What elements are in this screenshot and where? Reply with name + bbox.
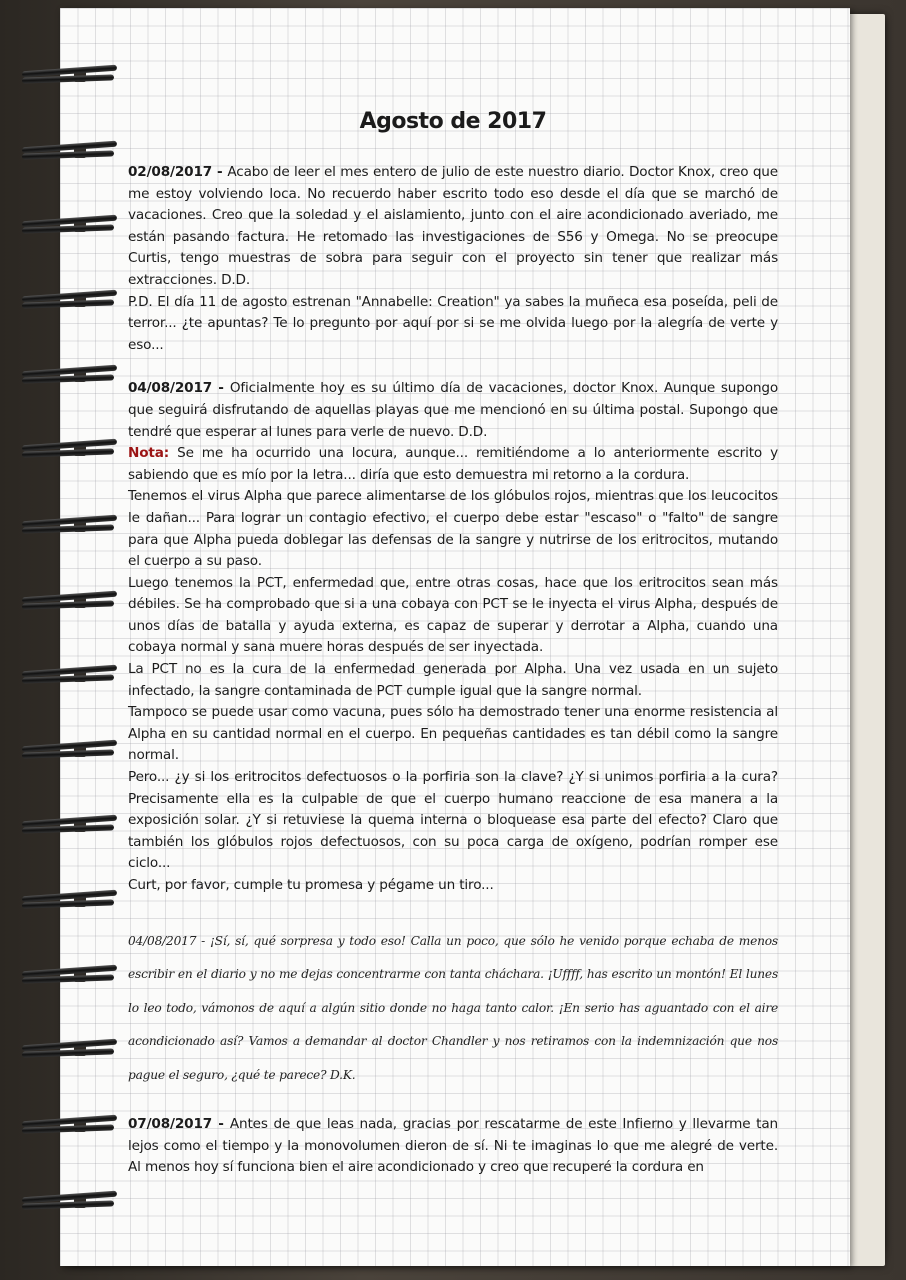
diary-entry [128, 1114, 778, 1179]
entry-text: ¡Sí, sí, qué sorpresa y todo eso! Calla un poco, que sólo he venido porque echaba de menos escribir en el diario y no me dejas concentrarme con tanta cháchara. ¡Uffff, has escrito un montón! El lunes lo leo todo, vámonos de aquí a algún sitio donde no haga tanto calor. ¡En serio has aguantado con el aire acondicionado así? Vamos a demandar al doctor Chandler y nos retiramos con la indemnización que nos pague el seguro, ¿qué te parece? D.K. [128, 933, 778, 1082]
diary-content [128, 108, 778, 1201]
spiral-ring [22, 588, 112, 614]
spiral-ring [22, 1188, 112, 1214]
entry-paragraph: 04/08/2017 - ¡Sí, sí, qué sorpresa y todo eso! Calla un poco, que sólo he venido porque echaba de menos escribir en el diario y no me dejas concentrarme con tanta cháchara. ¡Uffff, has escrito un montón! El lunes lo leo todo, vámonos de aquí a algún sitio donde no haga tanto calor. ¡En serio has aguantado con el aire acondicionado así? Vamos a demandar al doctor Chandler y nos retiramos con la indemnización que nos pague el seguro, ¿qué te parece? D.K. [128, 933, 778, 1082]
spiral-ring [22, 62, 112, 88]
spiral-ring [22, 512, 112, 538]
entry-paragraph: P.D. El día 11 de agosto estrenan "Annabelle: Creation" ya sabes la muñeca esa poseída, peli de terror... ¿te apuntas? Te lo pregunto por aquí por si se me olvida luego por la alegría de verte y eso... [128, 293, 778, 353]
spiral-ring [22, 287, 112, 313]
entry-date: 04/08/2017 [128, 933, 197, 948]
spiral-ring [22, 138, 112, 164]
entry-paragraph: Tampoco se puede usar como vacuna, pues sólo ha demostrado tener una enorme resistencia al Alpha en su cantidad normal en el cuerpo. En pequeñas cantidades es tan débil como la sangre normal. [128, 704, 778, 764]
entry-date: 02/08/2017 [128, 164, 213, 180]
entry-paragraph: 04/08/2017 - Oficialmente hoy es su último día de vacaciones, doctor Knox. Aunque supongo que seguirá disfrutando de aquellas playas que me mencionó en su última postal. Supongo que tendré que esperar al lunes para verle de nuevo. D.D. [128, 380, 778, 440]
entry-date: 04/08/2017 [128, 380, 213, 397]
spiral-ring [22, 812, 112, 838]
entry-paragraph: 02/08/2017 - Acabo de leer el mes entero de julio de este nuestro diario. Doctor Knox, creo que me estoy volviendo loca. No recuerdo haber escrito todo eso desde el día que se marchó de vacaciones. Creo que la soledad y el aislamiento, junto con el aire acondicionado averiado, me están pasando factura. He retomado las investigaciones de S56 y Omega. No se preocupe Curtis, tengo muestras de sobra para seguir con el proyecto sin tener que realizar más extracciones. D.D. [128, 164, 778, 288]
spiral-ring [22, 212, 112, 238]
page-title: Agosto de 2017 [359, 109, 547, 134]
spiral-ring [22, 362, 112, 388]
entry-paragraph: Luego tenemos la PCT, enfermedad que, entre otras cosas, hace que los eritrocitos sean más débiles. Se ha comprobado que si a una cobaya con PCT se le inyecta el virus Alpha, después de unos días de batalla y ayuda externa, es capaz de superar y derrotar a Alpha, cuando una cobaya normal y sana muere horas después de ser inyectada. [128, 574, 778, 656]
spiral-ring [22, 737, 112, 763]
entry-text: Antes de que leas nada, gracias por rescatarme de este Infierno y llevarme tan lejos como el tiempo y la monovolumen dieron de sí. Ni te imaginas lo que me alegré de verte. Al menos hoy sí funciona bien el aire acondicionado y creo que recuperé la cordura en [128, 1116, 778, 1176]
entry-paragraph: Tenemos el virus Alpha que parece alimentarse de los glóbulos rojos, mientras que los leucocitos le dañan... Para lograr un contagio efectivo, el cuerpo debe estar "escaso" o "falto" de sangre para que Alpha pueda doblegar las defensas de la sangre y nutrirse de los eritrocitos, mutando el cuerpo a su paso. [128, 488, 778, 570]
spiral-ring [22, 962, 112, 988]
spiral-ring [22, 436, 112, 462]
spiral-binding [10, 0, 120, 1280]
entry-paragraph: 07/08/2017 - Antes de que leas nada, gracias por rescatarme de este Infierno y llevarme tan lejos como el tiempo y la monovolumen dieron de sí. Ni te imaginas lo que me alegré de verte. Al menos hoy sí funciona bien el aire acondicionado y creo que recuperé la cordura en [128, 1116, 778, 1176]
spiral-ring [22, 662, 112, 688]
nota-label: Nota: [128, 445, 170, 462]
diary-entry [128, 378, 778, 896]
entry-text: Oficialmente hoy es su último día de vacaciones, doctor Knox. Aunque supongo que seguirá disfrutando de aquellas playas que me mencionó en su última postal. Supongo que tendré que esperar al lunes para verle de nuevo. D.D. [128, 380, 778, 440]
entry-paragraph: Pero... ¿y si los eritrocitos defectuosos o la porfiria son la clave? ¿Y si unimos porfiria a la cura? Precisamente ella es la culpable de que el cuerpo humano reaccione de esa manera a la exposición solar. ¿Y si retuviese la quema interna o bloquease esa parte del efecto? Claro que también los glóbulos rojos defectuosos, con su poca carga de oxígeno, podrían romper ese ciclo... [128, 769, 778, 872]
spiral-ring [22, 1036, 112, 1062]
entry-paragraph: La PCT no es la cura de la enfermedad generada por Alpha. Una vez usada en un sujeto infectado, la sangre contaminada de PCT cumple igual que la sangre normal. [128, 661, 778, 699]
entry-paragraph: Curt, por favor, cumple tu promesa y pégame un tiro... [128, 877, 494, 893]
diary-entry-handwritten [128, 925, 778, 1093]
entry-date: 07/08/2017 [128, 1116, 213, 1133]
nota-text: Se me ha ocurrido una locura, aunque... remitiéndome a lo anteriormente escrito y sabiendo que es mío por la letra... diría que esto demuestra mi retorno a la cordura. [128, 445, 778, 483]
spiral-ring [22, 887, 112, 913]
diary-entry [128, 162, 778, 356]
spiral-ring [22, 1112, 112, 1138]
nota-paragraph [128, 443, 778, 486]
entry-text: Acabo de leer el mes entero de julio de este nuestro diario. Doctor Knox, creo que me estoy volviendo loca. No recuerdo haber escrito todo eso desde el día que se marchó de vacaciones. Creo que la soledad y el aislamiento, junto con el aire acondicionado averiado, me están pasando factura. He retomado las investigaciones de S56 y Omega. No se preocupe Curtis, tengo muestras de sobra para seguir con el proyecto sin tener que realizar más extracciones. D.D. [128, 164, 778, 288]
